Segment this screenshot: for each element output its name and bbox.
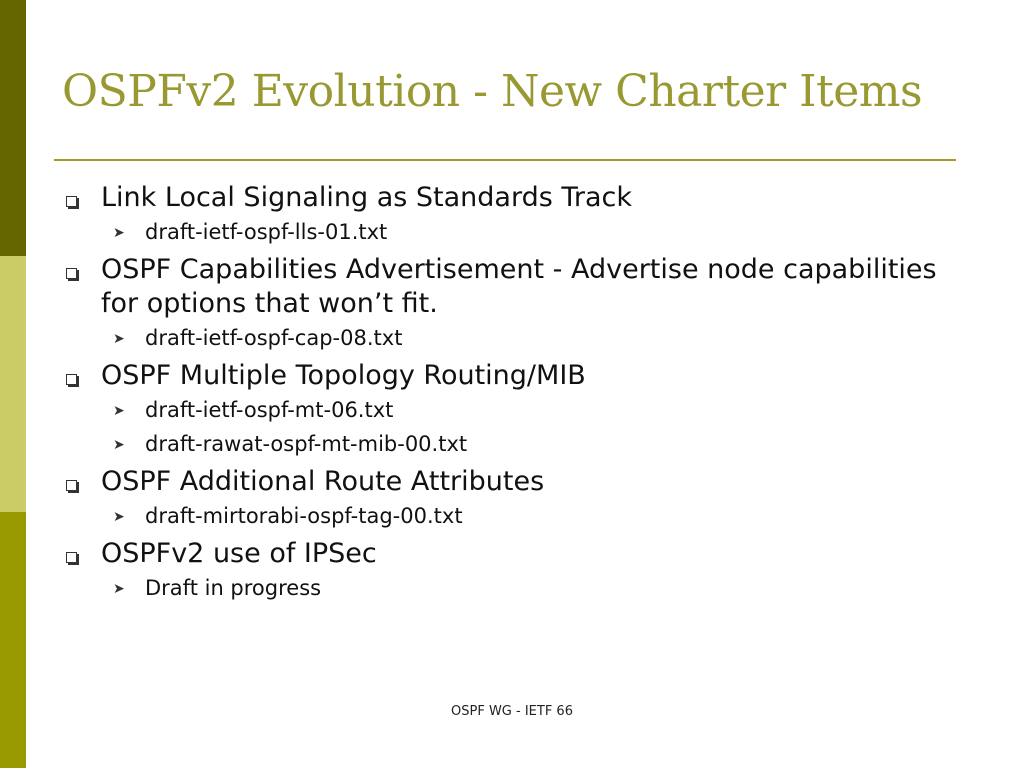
title-divider — [54, 159, 956, 161]
slide-content — [60, 181, 940, 609]
square-bullet-icon — [66, 196, 77, 207]
square-bullet-icon — [66, 268, 77, 279]
bullet-item — [60, 359, 940, 393]
slide-title: OSPFv2 Evolution - New Charter Items — [62, 66, 923, 117]
bullet-group — [60, 537, 940, 601]
bullet-group — [60, 359, 940, 457]
sub-bullet-text: Draft in progress — [145, 576, 322, 600]
bullet-text: OSPF Additional Route Attributes — [101, 466, 545, 497]
square-bullet-icon — [66, 374, 77, 385]
sub-bullet-text: draft-ietf-ospf-cap-08.txt — [145, 326, 403, 350]
sub-bullet-item — [60, 431, 940, 457]
sub-bullet-item — [60, 397, 940, 423]
bullet-item — [60, 181, 940, 215]
bullet-group — [60, 181, 940, 245]
sub-bullet-text: draft-mirtorabi-ospf-tag-00.txt — [145, 504, 463, 528]
arrow-bullet-icon: ➤ — [113, 331, 125, 347]
sub-bullet-item — [60, 503, 940, 529]
sidebar-segment-bottom — [0, 512, 26, 768]
arrow-bullet-icon: ➤ — [113, 509, 125, 525]
sub-bullet-text: draft-ietf-ospf-mt-06.txt — [145, 398, 394, 422]
slide-footer: OSPF WG - IETF 66 — [451, 704, 573, 719]
sidebar-segment-top — [0, 0, 26, 256]
bullet-text: OSPF Capabilities Advertisement - Advertise node capabilities for options that won’t fit. — [101, 254, 937, 319]
bullet-item — [60, 465, 940, 499]
sub-bullet-text: draft-rawat-ospf-mt-mib-00.txt — [145, 432, 468, 456]
arrow-bullet-icon: ➤ — [113, 225, 125, 241]
sub-bullet-item — [60, 325, 940, 351]
arrow-bullet-icon: ➤ — [113, 403, 125, 419]
sidebar-segment-middle — [0, 256, 26, 512]
arrow-bullet-icon: ➤ — [113, 581, 125, 597]
bullet-item — [60, 537, 940, 571]
bullet-group — [60, 253, 940, 351]
arrow-bullet-icon: ➤ — [113, 437, 125, 453]
sub-bullet-text: draft-ietf-ospf-lls-01.txt — [145, 220, 388, 244]
sub-bullet-item — [60, 219, 940, 245]
bullet-text: OSPFv2 use of IPSec — [101, 538, 377, 569]
sub-bullet-item — [60, 575, 940, 601]
bullet-text: Link Local Signaling as Standards Track — [101, 182, 633, 213]
bullet-item — [60, 253, 940, 321]
bullet-text: OSPF Multiple Topology Routing/MIB — [101, 360, 586, 391]
square-bullet-icon — [66, 552, 77, 563]
square-bullet-icon — [66, 480, 77, 491]
bullet-group — [60, 465, 940, 529]
